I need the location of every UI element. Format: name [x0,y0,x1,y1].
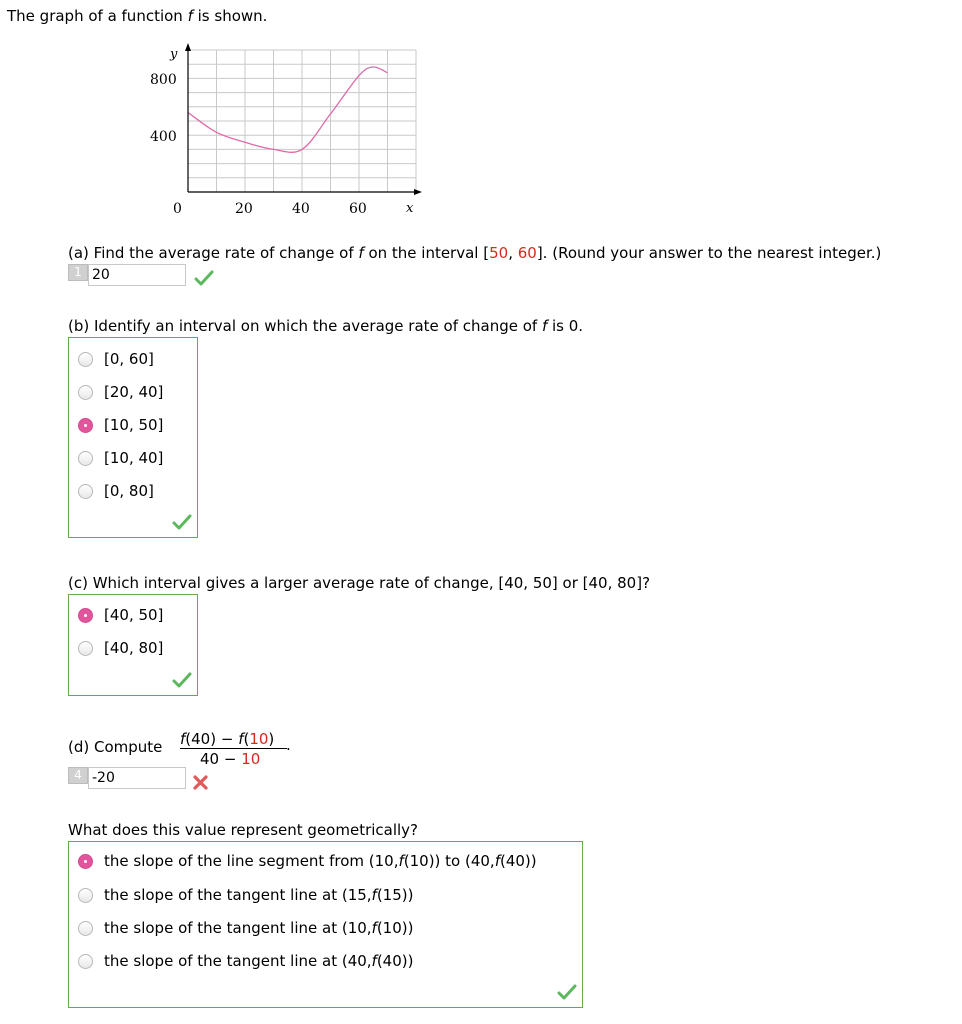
correct-check-icon [172,672,192,688]
choice-option[interactable]: [40, 50] [78,603,163,627]
choice-option[interactable]: [0, 60] [78,347,154,371]
radio-button-selected[interactable] [78,608,93,623]
y-axis-arrow [185,43,191,51]
x-axis-label: x [406,201,414,216]
radio-button-selected[interactable] [78,854,93,869]
x-tick-0: 0 [173,201,182,217]
correct-check-icon [557,984,577,1000]
function-curve [188,67,388,152]
fraction-denominator: 40 − 10 [200,750,261,768]
radio-button[interactable] [78,484,93,499]
radio-button[interactable] [78,352,93,367]
fraction-bar [180,748,287,749]
x-axis-arrow [414,189,422,195]
y-tick-400: 400 [150,129,177,145]
correct-check-icon [194,270,214,286]
incorrect-cross-icon [192,774,209,791]
choice-option[interactable]: [10, 50] [78,413,163,437]
choice-option[interactable]: [20, 40] [78,380,163,404]
geometric-choices [68,841,583,1008]
y-axis-label: y [170,47,178,62]
radio-button-selected[interactable] [78,418,93,433]
y-tick-800: 800 [150,72,177,88]
fraction-period: . [286,736,291,754]
radio-button[interactable] [78,888,93,903]
part-a-question: (a) Find the average rate of change of f on the interval [50, 60]. (Round your answer to the nearest integer.) [68,244,882,262]
choice-option[interactable]: the slope of the tangent line at (40, f (40)) [78,949,413,973]
x-tick-20: 20 [235,201,253,217]
choice-option[interactable]: [10, 40] [78,446,163,470]
x-tick-40: 40 [292,201,310,217]
choice-option[interactable]: the slope of the tangent line at (15, f (15)) [78,883,413,907]
part-b-choices [68,337,198,538]
correct-check-icon [172,514,192,530]
radio-button[interactable] [78,641,93,656]
x-tick-60: 60 [349,201,367,217]
radio-button[interactable] [78,921,93,936]
choice-option[interactable]: [0, 80] [78,479,154,503]
radio-button[interactable] [78,385,93,400]
part-b-question: (b) Identify an interval on which the average rate of change of f is 0. [68,317,584,335]
part-d-label: (d) Compute [68,738,163,756]
part-c-choices [68,594,198,696]
geometric-question: What does this value represent geometrically? [68,821,419,839]
part-a-answer-input[interactable]: 20 [88,264,186,286]
fraction-numerator: f(40) − f(10) [180,730,275,748]
choice-option[interactable]: [40, 80] [78,636,163,660]
graph-grid [188,50,416,192]
attempt-badge: 1 [68,264,88,281]
intro-text: The graph of a function f is shown. [7,7,268,25]
function-graph [140,40,430,225]
choice-option[interactable]: the slope of the tangent line at (10, f (10)) [78,916,413,940]
part-d-answer-input[interactable]: -20 [88,767,186,789]
radio-button[interactable] [78,451,93,466]
part-c-question: (c) Which interval gives a larger average rate of change, [40, 50] or [40, 80]? [68,574,651,592]
choice-option[interactable]: the slope of the line segment from (10, f (10)) to (40, f (40)) [78,849,537,873]
attempt-badge: 4 [68,767,88,784]
radio-button[interactable] [78,954,93,969]
